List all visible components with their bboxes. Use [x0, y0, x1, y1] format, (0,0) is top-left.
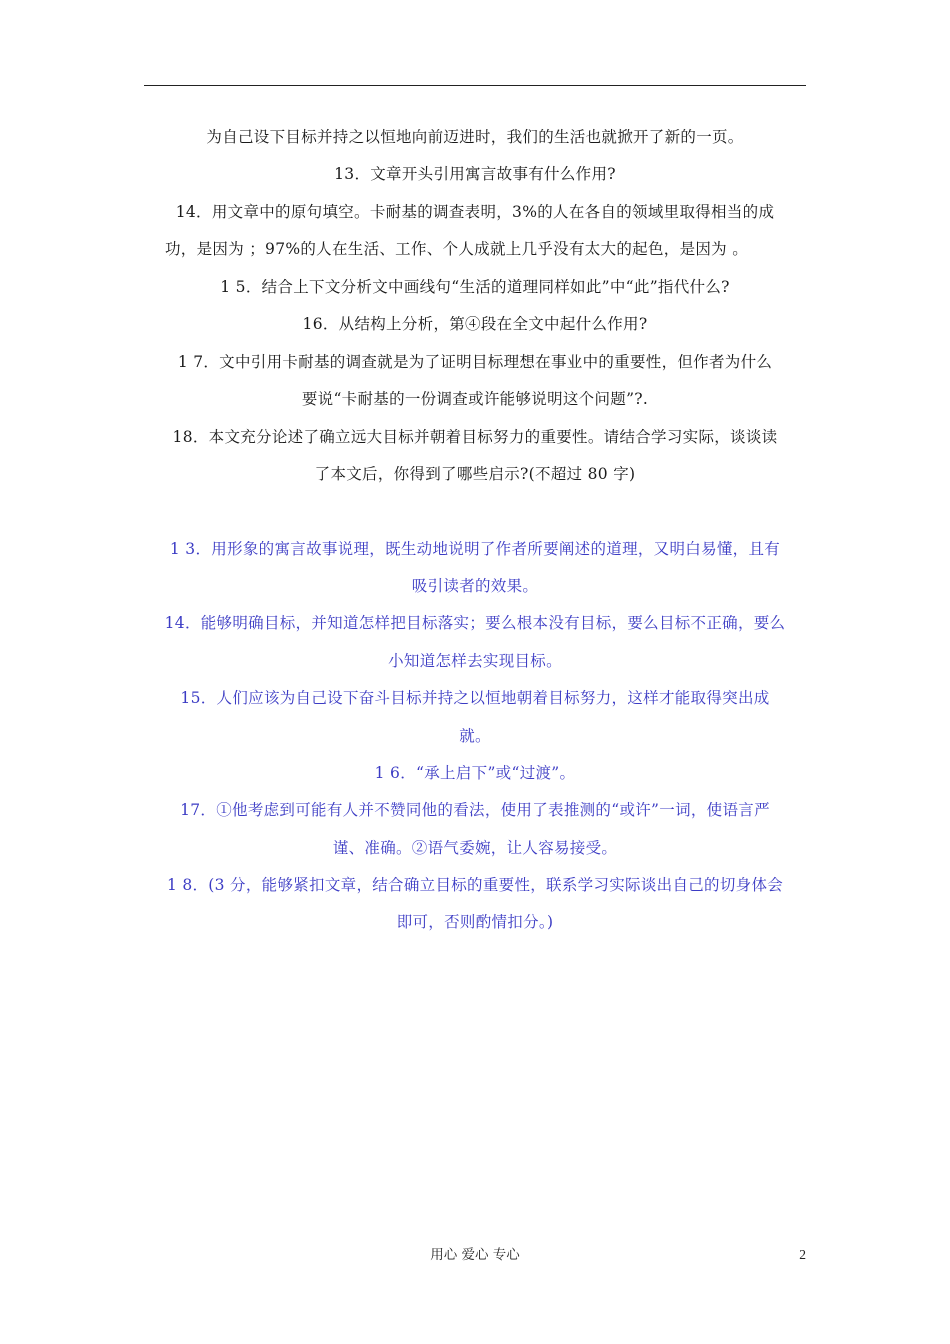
question-15: 1 5．结合上下文分析文中画线句“生活的道理同样如此”中“此”指代什么? — [220, 278, 730, 296]
header-rule — [144, 85, 806, 86]
question-17-line-2: 要说“卡耐基的一份调查或许能够说明这个问题”?. — [301, 390, 649, 408]
question-18-line-2: 了本文后，你得到了哪些启示?(不超过 80 字) — [314, 465, 636, 483]
question-14-line-1: 14．用文章中的原句填空。卡耐基的调查表明，3%的人在各自的领域里取得相当的成 — [175, 203, 775, 221]
answer-15-line-2: 就。 — [459, 727, 491, 745]
question-18-line-1: 18．本文充分论述了确立远大目标并朝着目标努力的重要性。请结合学习实际，谈谈读 — [172, 428, 778, 446]
question-16: 16．从结构上分析，第④段在全文中起什么作用? — [302, 315, 648, 333]
answer-13-line-2: 吸引读者的效果。 — [411, 577, 539, 595]
page-number: 2 — [799, 1247, 806, 1262]
body-line: 为自己设下目标并持之以恒地向前迈进时，我们的生活也就掀开了新的一页。 — [206, 128, 744, 146]
answer-17-line-1: 17．①他考虑到可能有人并不赞同他的看法，使用了表推测的“或许”一词，使语言严 — [180, 801, 770, 819]
answer-14-line-1: 14．能够明确目标，并知道怎样把目标落实；要么根本没有目标，要么目标不正确，要么 — [164, 614, 786, 632]
answer-18-line-1: 1 8．(3 分，能够紧扣文章，结合确立目标的重要性，联系学习实际谈出自己的切身体会 — [166, 876, 784, 894]
answer-15-line-1: 15．人们应该为自己设下奋斗目标并持之以恒地朝着目标努力，这样才能取得突出成 — [180, 689, 770, 707]
question-14-line-2: 功，是因为 ；97%的人在生活、工作、个人成就上几乎没有太大的起色，是因为 。 — [165, 240, 749, 258]
answer-14-line-2: 小知道怎样去实现目标。 — [388, 652, 562, 670]
answer-16: 1 6．“承上启下”或“过渡”。 — [374, 764, 576, 782]
question-17-line-1: 1 7．文中引用卡耐基的调查就是为了证明目标理想在事业中的重要性，但作者为什么 — [177, 353, 773, 371]
answer-18-line-2: 即可，否则酌情扣分。) — [396, 913, 554, 931]
question-13: 13．文章开头引用寓言故事有什么作用? — [334, 165, 616, 183]
footer-motto: 用心 爱心 专心 — [430, 1247, 520, 1263]
answer-13-line-1: 1 3．用形象的寓言故事说理，既生动地说明了作者所要阐述的道理，又明白易懂，且有 — [169, 540, 781, 558]
answer-17-line-2: 谨、准确。②语气委婉，让人容易接受。 — [332, 839, 618, 857]
